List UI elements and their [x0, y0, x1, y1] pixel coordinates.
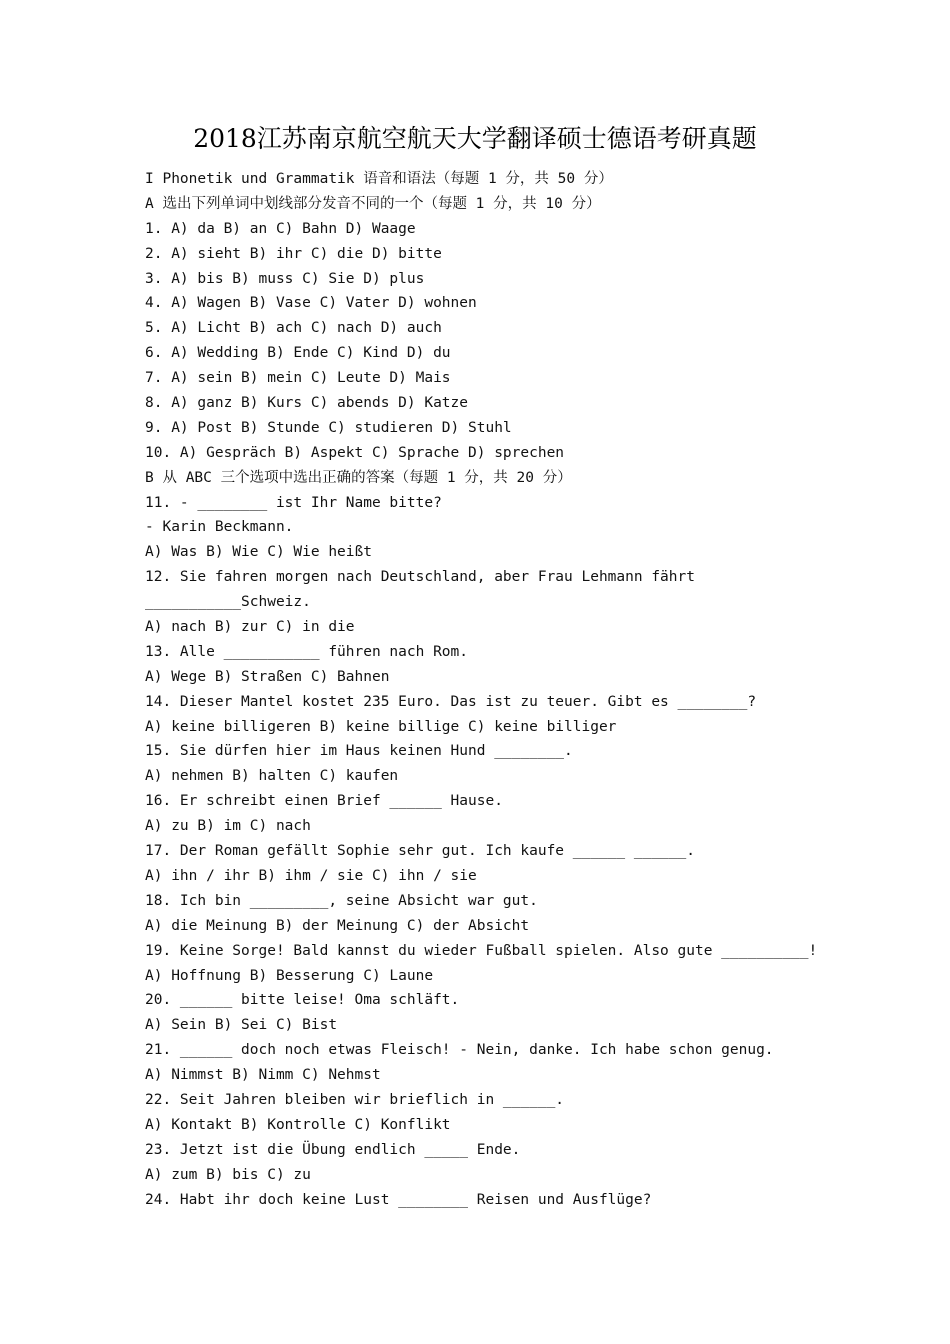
answer-options: A) nach B) zur C) in die	[145, 619, 355, 636]
document-body	[145, 167, 865, 1212]
question-line: 8. A) ganz B) Kurs C) abends D) Katze	[145, 395, 469, 412]
question-line: 2. A) sieht B) ihr C) die D) bitte	[145, 245, 442, 262]
section-heading: I Phonetik und Grammatik 语音和语法（每题 1 分，共 50 分）	[145, 171, 613, 187]
question-line: 4. A) Wagen B) Vase C) Vater D) wohnen	[145, 295, 477, 312]
question-line: 9. A) Post B) Stunde C) studieren D) Stuhl	[145, 419, 512, 436]
answer-options: A) Was B) Wie C) Wie heißt	[145, 544, 372, 561]
question-line: 22. Seit Jahren bleiben wir brieflich in ______.	[145, 1091, 565, 1108]
question-line: 16. Er schreibt einen Brief ______ Hause.	[145, 793, 503, 810]
question-line: 6. A) Wedding B) Ende C) Kind D) du	[145, 345, 451, 362]
question-line: 5. A) Licht B) ach C) nach D) auch	[145, 320, 442, 337]
question-line: ___________Schweiz.	[145, 594, 311, 611]
question-line: - Karin Beckmann.	[145, 519, 294, 536]
answer-options: A) ihn / ihr B) ihm / sie C) ihn / sie	[145, 867, 477, 884]
answer-options: A) Nimmst B) Nimm C) Nehmst	[145, 1067, 381, 1084]
question-line: 1. A) da B) an C) Bahn D) Waage	[145, 220, 416, 237]
question-line: 17. Der Roman gefällt Sophie sehr gut. Ich kaufe ______ ______.	[145, 843, 695, 860]
question-line: 18. Ich bin _________, seine Absicht war gut.	[145, 892, 538, 909]
question-line: 7. A) sein B) mein C) Leute D) Mais	[145, 370, 451, 387]
answer-options: A) nehmen B) halten C) kaufen	[145, 768, 399, 785]
answer-options: A) keine billigeren B) keine billige C) keine billiger	[145, 718, 617, 735]
answer-options: A) zum B) bis C) zu	[145, 1166, 311, 1183]
section-heading: A 选出下列单词中划线部分发音不同的一个（每题 1 分，共 10 分）	[145, 195, 601, 212]
question-line: 21. ______ doch noch etwas Fleisch! - Nein, danke. Ich habe schon genug.	[145, 1042, 774, 1059]
answer-options: A) Wege B) Straßen C) Bahnen	[145, 668, 390, 685]
question-line: 11. - ________ ist Ihr Name bitte?	[145, 494, 442, 511]
question-line: 19. Keine Sorge! Bald kannst du wieder Fußball spielen. Also gute __________!	[145, 942, 818, 959]
question-line: 20. ______ bitte leise! Oma schläft.	[145, 992, 460, 1009]
question-line: 3. A) bis B) muss C) Sie D) plus	[145, 270, 425, 287]
question-line: 23. Jetzt ist die Übung endlich _____ Ende.	[145, 1141, 521, 1158]
question-line: 13. Alle ___________ führen nach Rom.	[145, 643, 469, 660]
answer-options: A) zu B) im C) nach	[145, 818, 311, 835]
question-line: 14. Dieser Mantel kostet 235 Euro. Das ist zu teuer. Gibt es ________?	[145, 693, 757, 710]
answer-options: A) die Meinung B) der Meinung C) der Absicht	[145, 917, 530, 934]
question-line: 12. Sie fahren morgen nach Deutschland, aber Frau Lehmann fährt	[145, 569, 695, 586]
document-title: 2018江苏南京航空航天大学翻译硕士德语考研真题	[193, 124, 757, 153]
question-line: 24. Habt ihr doch keine Lust ________ Reisen und Ausflüge?	[145, 1191, 652, 1208]
answer-options: A) Sein B) Sei C) Bist	[145, 1017, 338, 1034]
section-heading: B 从 ABC 三个选项中选出正确的答案（每题 1 分，共 20 分）	[145, 469, 572, 486]
answer-options: A) Kontakt B) Kontrolle C) Konflikt	[145, 1116, 451, 1133]
answer-options: A) Hoffnung B) Besserung C) Laune	[145, 967, 434, 984]
question-line: 10. A) Gespräch B) Aspekt C) Sprache D) sprechen	[145, 444, 565, 461]
question-line: 15. Sie dürfen hier im Haus keinen Hund ________.	[145, 743, 573, 760]
